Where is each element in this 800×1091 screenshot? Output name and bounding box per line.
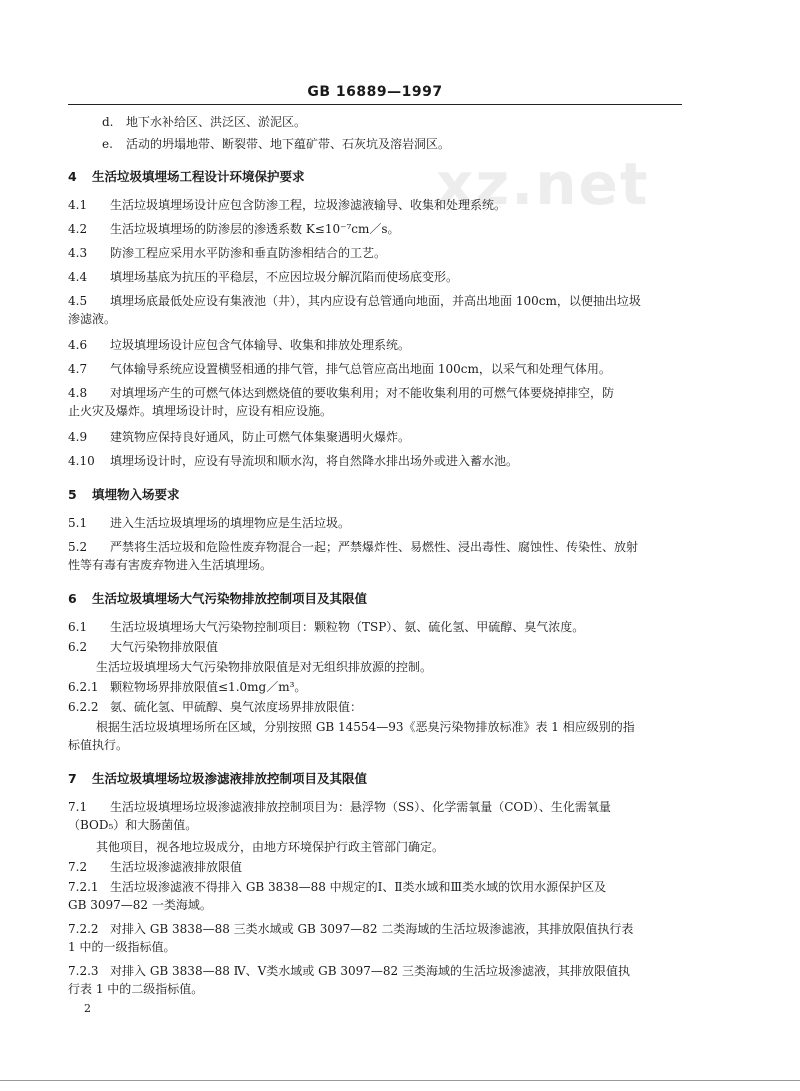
clause — [68, 429, 688, 445]
clause — [68, 699, 688, 715]
watermark-logo: xz.net — [436, 150, 650, 218]
clause-text: 严禁将生活垃圾和危险性废弃物混合一起；严禁爆炸性、易燃性、浸出毒性、腐蚀性、传染性、放射 — [110, 540, 639, 554]
clause — [68, 269, 688, 285]
list-item-label: d. — [102, 115, 114, 129]
list-item-text: 地下水补给区、洪泛区、淤泥区。 — [126, 115, 307, 129]
clause — [68, 679, 688, 695]
document-body — [68, 106, 688, 997]
section-title: 填埋物入场要求 — [92, 487, 180, 502]
clause-number: 7.2 — [68, 860, 88, 874]
section-heading — [68, 591, 688, 607]
clause-text: 进入生活垃圾填埋场的填埋物应是生活垃圾。 — [110, 516, 351, 530]
clause-number: 4.7 — [68, 362, 88, 376]
clause-text: 对排入 GB 3838—88 三类水域或 GB 3097—82 二类海域的生活垃圾渗滤液，其排放限值执行表 — [110, 922, 634, 936]
list-item-text: 活动的坍塌地带、断裂带、地下蕴矿带、石灰坑及溶岩洞区。 — [126, 137, 451, 151]
clause — [68, 385, 688, 401]
list-item — [68, 114, 688, 130]
clause-number: 4.10 — [68, 454, 95, 468]
paragraph: 生活垃圾填埋场大气污染物排放限值是对无组织排放源的控制。 — [96, 660, 433, 674]
clause-number: 4.1 — [68, 198, 88, 212]
clause — [68, 921, 688, 937]
clause-text: 生活垃圾渗滤液排放限值 — [110, 860, 243, 874]
section-heading — [68, 169, 688, 185]
clause-continuation: GB 3097—82 一类海域。 — [68, 898, 212, 912]
clause — [68, 515, 688, 531]
section-4-clauses — [68, 197, 688, 469]
clause-number: 6.1 — [68, 620, 88, 634]
clause-text: 氨、硫化氢、甲硫醇、臭气浓度场界排放限值： — [110, 700, 363, 714]
clause-number: 5.1 — [68, 516, 88, 530]
clause-number: 4.6 — [68, 338, 88, 352]
clause-text: 填埋场基底为抗压的平稳层，不应因垃圾分解沉陷而使场底变形。 — [110, 270, 459, 284]
clause-number: 7.1 — [68, 800, 88, 814]
clause-number: 4.2 — [68, 222, 88, 236]
paragraph: 其他项目，视各地垃圾成分，由地方环境保护行政主管部门确定。 — [96, 840, 445, 854]
clause — [68, 639, 688, 655]
clause-number: 4.4 — [68, 270, 88, 284]
clause-number: 7.2.1 — [68, 880, 99, 894]
clause-text: 建筑物应保持良好通风，防止可燃气体集聚遇明火爆炸。 — [110, 430, 411, 444]
clause — [68, 879, 688, 895]
paragraph-continuation: 标值执行。 — [68, 738, 129, 752]
paragraph: 根据生活垃圾填埋场所在区域，分别按照 GB 14554—93《恶臭污染物排放标准》表 1 相应级别的指 — [96, 720, 635, 734]
clause — [68, 293, 688, 309]
clause-text: 填埋场底最低处应设有集液池（井），其内应设有总管通向地面，并高出地面 100cm，以便抽出垃圾 — [110, 294, 641, 308]
clause-text: 颗粒物场界排放限值≤1.0mg／m³。 — [110, 680, 307, 694]
clause-text: 生活垃圾填埋场设计应包含防渗工程，垃圾渗滤液输导、收集和处理系统。 — [110, 198, 507, 212]
clause-number: 4.9 — [68, 430, 88, 444]
page-number: 2 — [84, 1002, 91, 1015]
section-5-clauses — [68, 515, 688, 573]
section-number: 6 — [68, 591, 77, 606]
section-number: 5 — [68, 487, 77, 502]
clause — [68, 539, 688, 555]
section-heading — [68, 487, 688, 503]
clause-number: 4.3 — [68, 246, 88, 260]
clause-text: 垃圾填埋场设计应包含气体输导、收集和排放处理系统。 — [110, 338, 411, 352]
clause-continuation: 1 中的一级指标值。 — [68, 940, 176, 954]
section-title: 生活垃圾填埋场垃圾渗滤液排放控制项目及其限值 — [92, 771, 368, 786]
clause-number: 5.2 — [68, 540, 88, 554]
clause-continuation: 止火灾及爆炸。填埋场设计时，应设有相应设施。 — [68, 404, 333, 418]
clause-text: 对填埋场产生的可燃气体达到燃烧值的要收集利用；对不能收集利用的可燃气体要烧掉排空，防 — [110, 386, 615, 400]
clause-continuation: 渗滤液。 — [68, 312, 117, 326]
footer-rule — [0, 1080, 800, 1081]
section-6-clauses — [68, 619, 688, 753]
clause-number: 6.2.2 — [68, 700, 99, 714]
section-number: 4 — [68, 169, 77, 184]
clause-continuation: （BOD₅）和大肠菌值。 — [68, 818, 198, 832]
clause-text: 填埋场设计时，应设有导流坝和顺水沟，将自然降水排出场外或进入蓄水池。 — [110, 454, 519, 468]
section-7-clauses — [68, 799, 688, 997]
clause-text: 防渗工程应采用水平防渗和垂直防渗相结合的工艺。 — [110, 246, 387, 260]
clause — [68, 221, 688, 237]
clause-text: 生活垃圾填埋场大气污染物控制项目：颗粒物（TSP）、氨、硫化氢、甲硫醇、臭气浓度。 — [110, 620, 585, 634]
clause — [68, 197, 688, 213]
section-title: 生活垃圾填埋场工程设计环境保护要求 — [92, 169, 305, 184]
clause-number: 4.5 — [68, 294, 88, 308]
clause-number: 4.8 — [68, 386, 88, 400]
clause-continuation: 性等有毒有害废弃物进入生活填埋场。 — [68, 558, 273, 572]
clause-text: 气体输导系统应设置横竖相通的排气管，排气总管应高出地面 100cm，以采气和处理气体用。 — [110, 362, 611, 376]
clause — [68, 361, 688, 377]
clause-number: 6.2 — [68, 640, 88, 654]
section-title: 生活垃圾填埋场大气污染物排放控制项目及其限值 — [92, 591, 368, 606]
clause-text: 生活垃圾填埋场的防渗层的渗透系数 K≤10⁻⁷cm／s。 — [110, 222, 400, 236]
clause-number: 6.2.1 — [68, 680, 99, 694]
clause-text: 生活垃圾填埋场垃圾渗滤液排放控制项目为：悬浮物（SS）、化学需氧量（COD）、生化需氧量 — [110, 800, 611, 814]
list-item-label: e. — [102, 137, 113, 151]
clause-text: 大气污染物排放限值 — [110, 640, 219, 654]
clause-continuation: 行表 1 中的二级指标值。 — [68, 982, 204, 996]
clause — [68, 453, 688, 469]
clause-number: 7.2.3 — [68, 964, 99, 978]
clause-text: 对排入 GB 3838—88 Ⅳ、Ⅴ类水域或 GB 3097—82 三类海域的生活垃圾渗滤液，其排放限值执 — [110, 964, 630, 978]
clause — [68, 799, 688, 815]
clause — [68, 245, 688, 261]
clause — [68, 859, 688, 875]
clause-number: 7.2.2 — [68, 922, 99, 936]
header-rule — [68, 104, 682, 105]
clause — [68, 337, 688, 353]
section-heading — [68, 771, 688, 787]
clause-text: 生活垃圾渗滤液不得排入 GB 3838—88 中规定的Ⅰ、Ⅱ类水域和Ⅲ类水域的饮用水源保护区及 — [110, 880, 607, 894]
clause — [68, 619, 688, 635]
clause — [68, 963, 688, 979]
list-item — [68, 136, 688, 152]
section-number: 7 — [68, 771, 77, 786]
standard-number-header: GB 16889—1997 — [307, 84, 443, 100]
